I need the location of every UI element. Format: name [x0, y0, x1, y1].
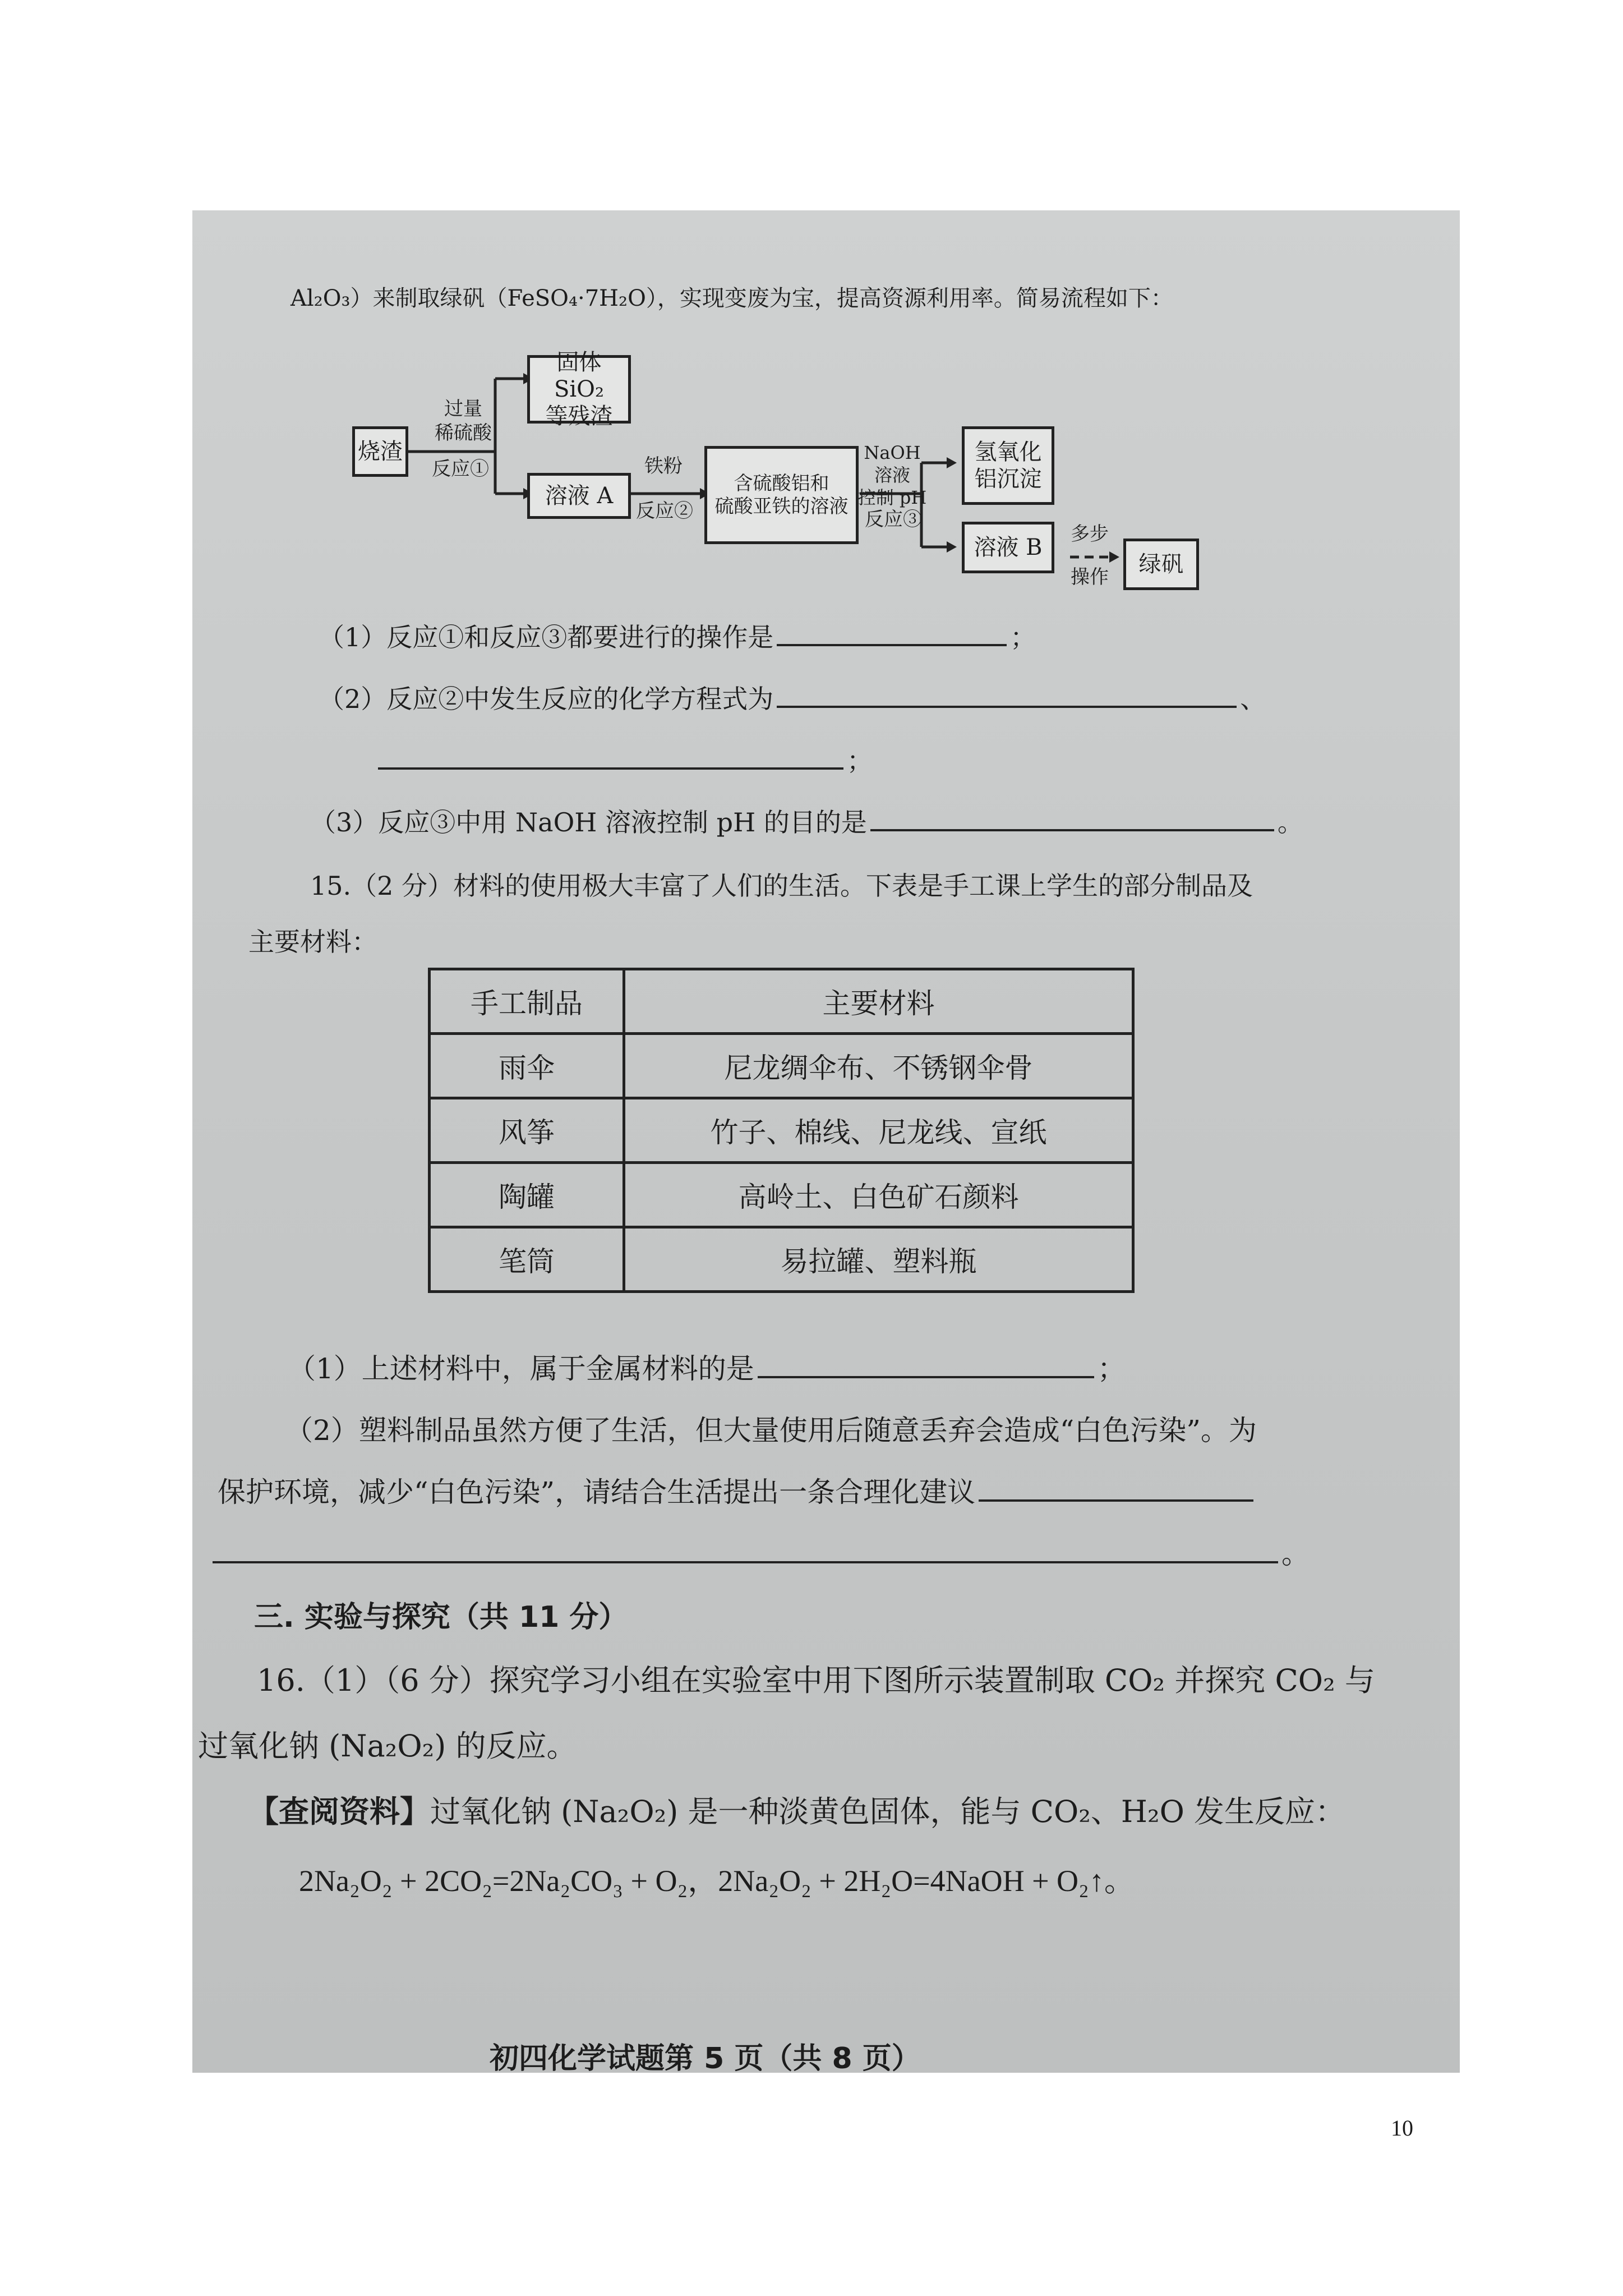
flow-box-product: 绿矾 [1123, 539, 1199, 590]
answer-blank[interactable] [979, 1499, 1253, 1502]
flow-box-precipitate: 氢氧化 铝沉淀 [962, 426, 1054, 505]
q15-part2-line1: （2）塑料制品虽然方便了生活，但大量使用后随意丢弃会造成“白色污染”。为 [285, 1414, 1257, 1447]
materials-table [428, 968, 1135, 1293]
q14-part1-end: ； [1010, 622, 1036, 652]
table-cell: 风筝 [430, 1098, 624, 1163]
section-3-heading: 三. 实验与探究（共 11 分） [254, 1600, 628, 1634]
q15-part2-line2-text: 保护环境，减少“白色污染”，请结合生活提出一条合理化建议 [218, 1476, 976, 1508]
table-cell: 高岭土、白色矿石颜料 [624, 1163, 1133, 1227]
q14-part2 [319, 679, 1266, 716]
q14-part3-text: （3）反应③中用 NaOH 溶液控制 pH 的目的是 [310, 807, 867, 838]
table-header: 手工制品 [430, 969, 624, 1034]
flow-box-solution-b: 溶液 B [962, 522, 1054, 573]
flow-arrow2-reaction: 反应② [636, 500, 693, 522]
flow-arrow3-reagent: NaOH 溶液 控制 pH [857, 442, 927, 508]
q14-part2-continued [375, 740, 873, 777]
answer-blank[interactable] [213, 1561, 1278, 1563]
exam-page-photo [192, 210, 1460, 2073]
table-row [430, 1034, 1133, 1098]
page-number: 10 [1391, 2115, 1413, 2141]
q16-line1: 16.（1）（6 分）探究学习小组在实验室中用下图所示装置制取 CO₂ 并探究 CO₂ 与 [257, 1663, 1375, 1698]
q15-part2-line3 [209, 1531, 1310, 1572]
q14-part1 [319, 617, 1036, 654]
answer-blank[interactable] [870, 829, 1274, 831]
q15-part1-end: ； [1097, 1352, 1126, 1385]
q16-reference [248, 1788, 1345, 1831]
flow-arrows [192, 210, 1460, 637]
flow-box-start: 烧渣 [352, 426, 408, 477]
table-row [430, 1163, 1133, 1227]
q14-part3-end: 。 [1277, 807, 1303, 838]
flow-arrow2-reagent: 铁粉 [644, 455, 683, 477]
table-cell: 易拉罐、塑料瓶 [624, 1227, 1133, 1292]
table-row [430, 1227, 1133, 1292]
flow-box-mixed-solution: 含硫酸铝和 硫酸亚铁的溶液 [704, 446, 859, 544]
q14-part2-end: 、 [1240, 684, 1266, 714]
intro-line: Al₂O₃）来制取绿矾（FeSO₄·7H₂O），实现变废为宝，提高资源利用率。简易流程如下： [291, 286, 1173, 311]
q14-part2-text: （2）反应②中发生反应的化学方程式为 [319, 684, 774, 714]
flow-arrow4-top: 多步 [1071, 523, 1109, 545]
page-footer: 初四化学试题第 5 页（共 8 页） [490, 2042, 921, 2073]
q15-part2-end: 。 [1281, 1538, 1310, 1570]
q15-stem-line1: 15.（2 分）材料的使用极大丰富了人们的生活。下表是手工课上学生的部分制品及 [310, 871, 1253, 901]
q15-part1 [288, 1346, 1126, 1387]
q14-part3 [310, 802, 1303, 839]
answer-blank[interactable] [378, 767, 843, 770]
q15-part1-text: （1）上述材料中，属于金属材料的是 [288, 1352, 754, 1385]
table-cell: 笔筒 [430, 1227, 624, 1292]
q16-line2: 过氧化钠 (Na₂O₂) 的反应。 [198, 1728, 577, 1764]
answer-blank[interactable] [758, 1376, 1094, 1378]
answer-blank[interactable] [777, 644, 1007, 646]
table-cell: 陶罐 [430, 1163, 624, 1227]
q14-part1-text: （1）反应①和反应③都要进行的操作是 [319, 622, 774, 652]
q15-stem-line2: 主要材料： [248, 927, 377, 957]
answer-blank[interactable] [777, 706, 1237, 708]
table-cell: 雨伞 [430, 1034, 624, 1098]
reference-text: 过氧化钠 (Na₂O₂) 是一种淡黄色固体，能与 CO₂、H₂O 发生反应： [430, 1794, 1346, 1829]
table-row [430, 1098, 1133, 1163]
table-header: 主要材料 [624, 969, 1133, 1034]
q14-part2-cont-end: ； [847, 746, 873, 776]
table-header-row [430, 969, 1133, 1034]
flow-box-solid-residue: 固体 SiO₂ 等残渣 [527, 355, 631, 424]
q16-equations: 2Na₂O₂ + 2CO₂=2Na₂CO₃ + O₂，2Na₂O₂ + 2H₂O=4NaOH + O₂↑。 [299, 1864, 1135, 1898]
table-cell: 尼龙绸伞布、不锈钢伞骨 [624, 1034, 1133, 1098]
flow-arrow1-condition: 过量 稀硫酸 [435, 398, 492, 444]
reference-label: 【查阅资料】 [248, 1793, 430, 1829]
flow-box-solution-a: 溶液 A [527, 473, 631, 519]
table-cell: 竹子、棉线、尼龙线、宣纸 [624, 1098, 1133, 1163]
flow-arrow3-reaction: 反应③ [865, 508, 922, 531]
flow-arrow4-bottom: 操作 [1071, 566, 1109, 588]
flow-arrow1-reaction: 反应① [432, 458, 489, 480]
q15-part2-line2 [218, 1470, 1257, 1510]
